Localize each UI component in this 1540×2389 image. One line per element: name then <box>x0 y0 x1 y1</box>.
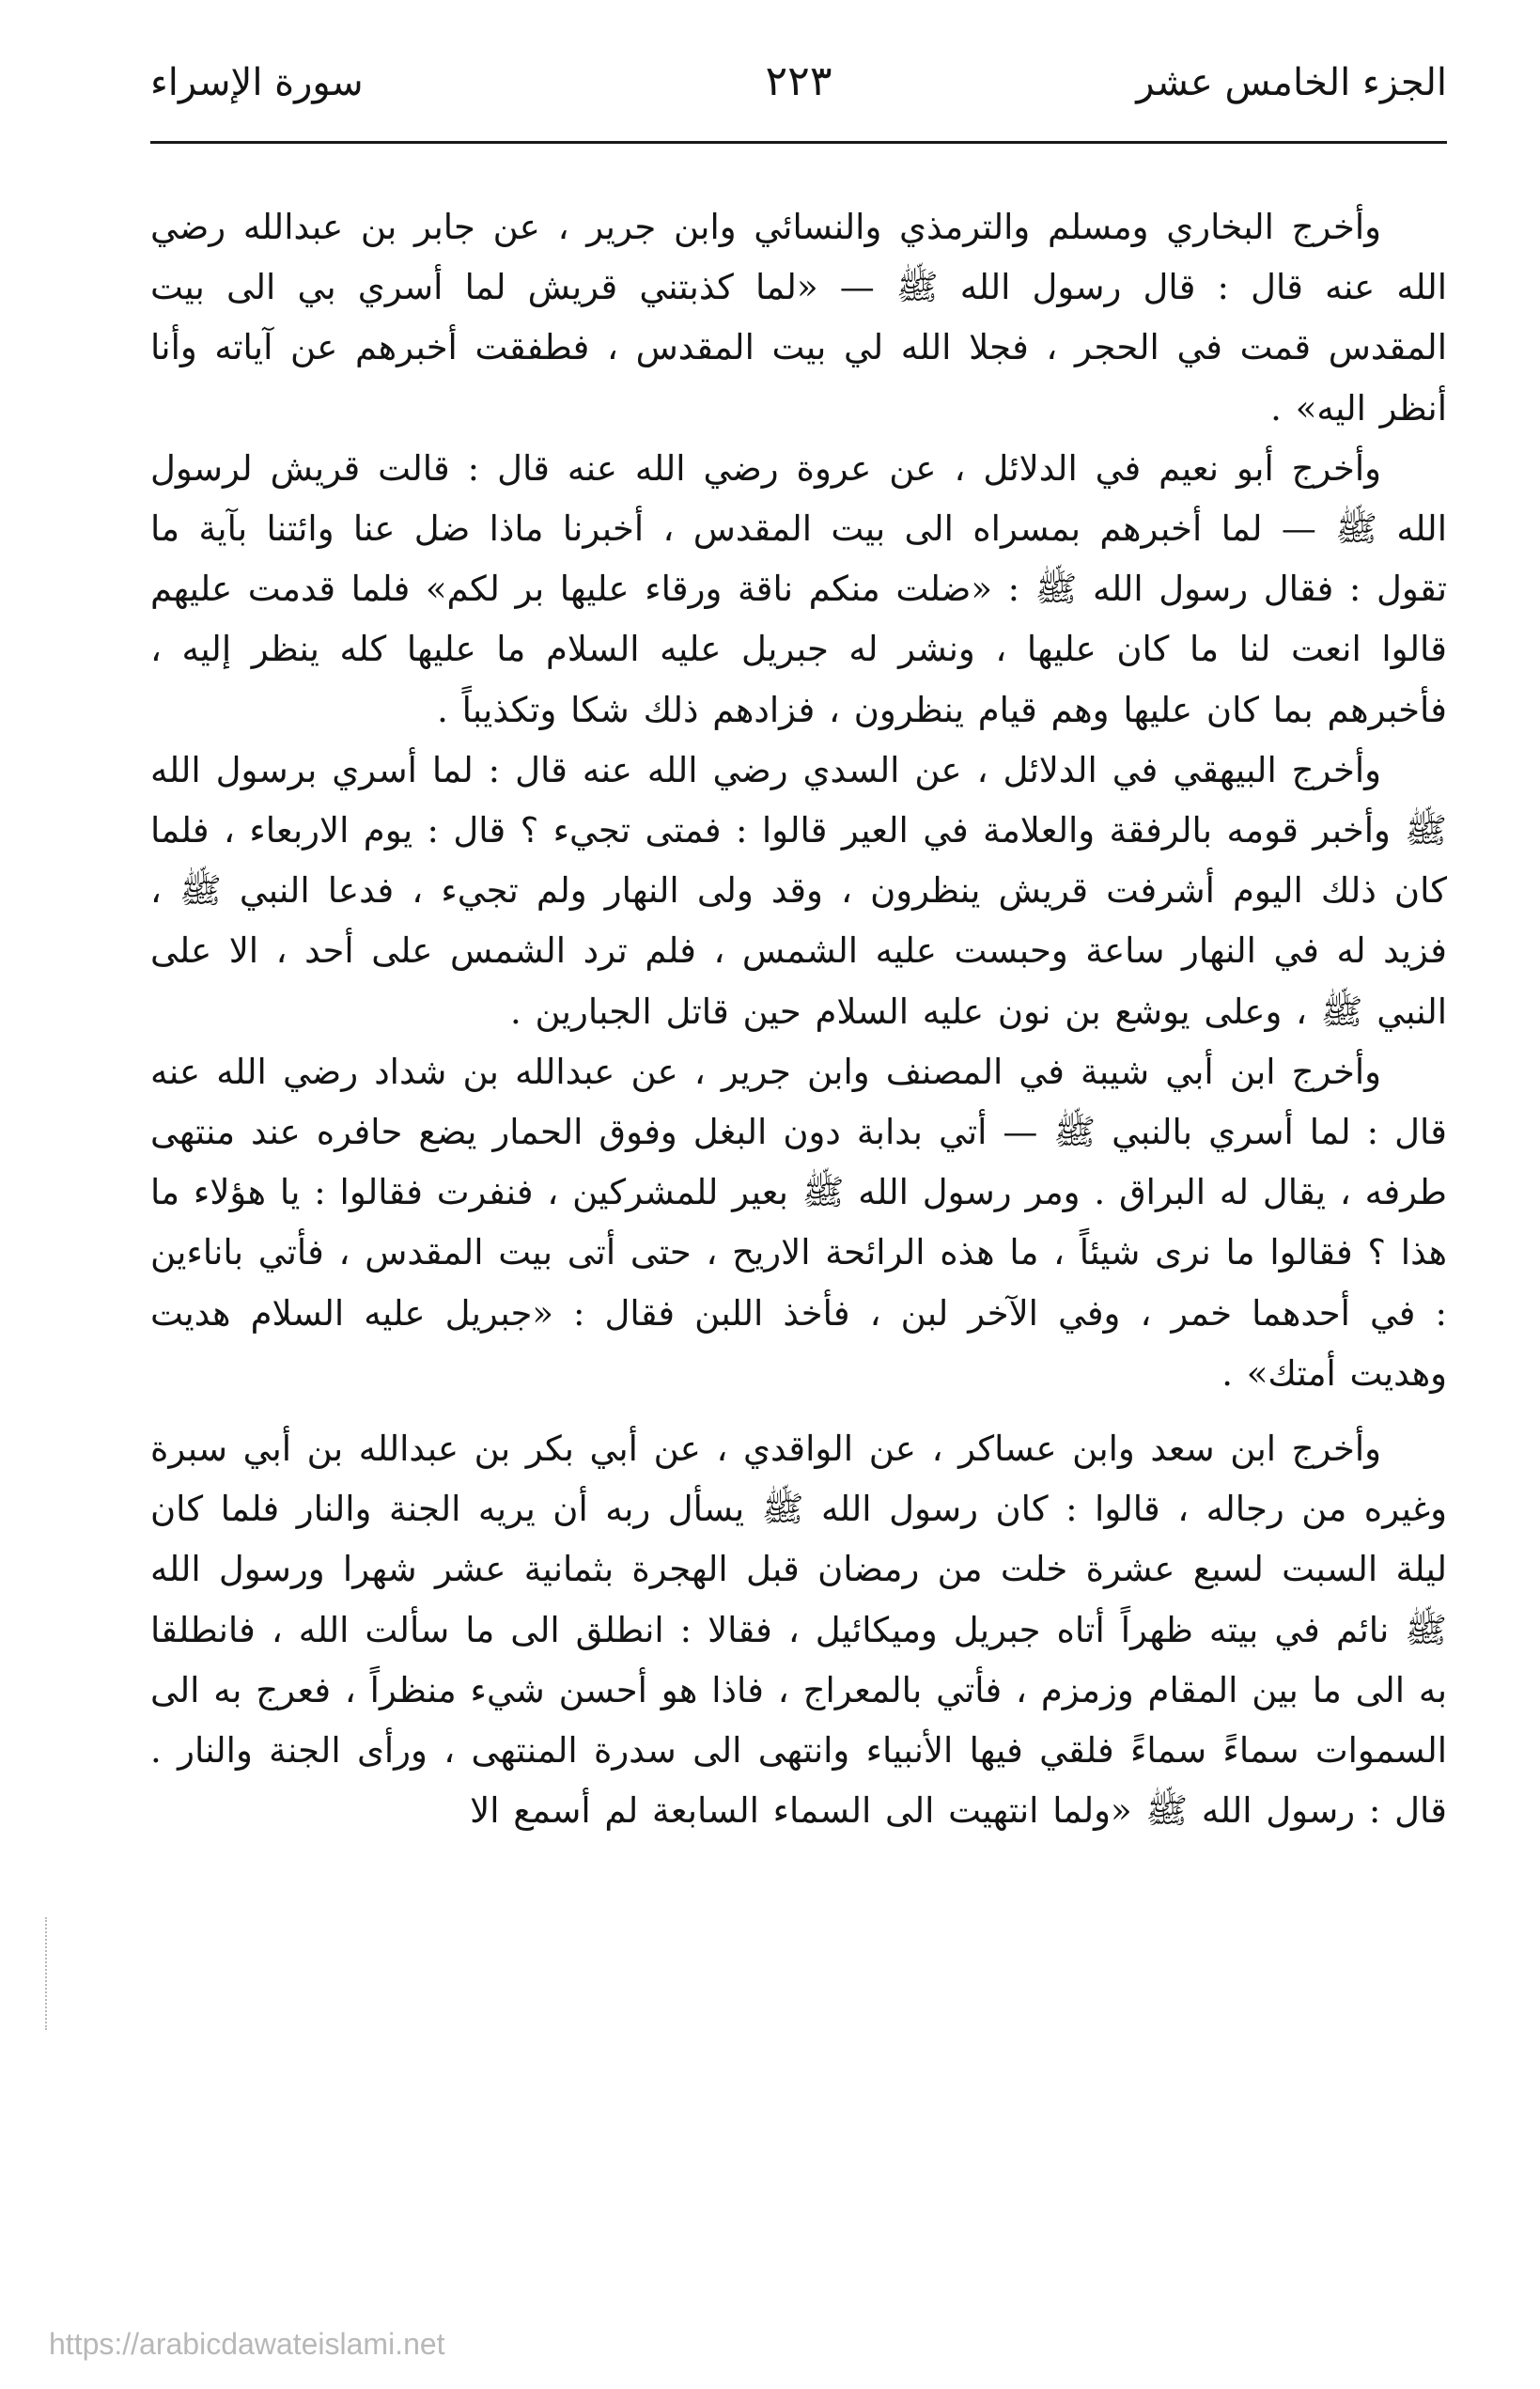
header-divider <box>150 141 1447 144</box>
watermark-url: https://arabicdawateislami.net <box>49 2327 445 2361</box>
part-title: الجزء الخامس عشر <box>1136 61 1447 104</box>
paragraph: وأخرج ابن سعد وابن عساكر ، عن الواقدي ، عن أبي بكر بن عبدالله بن أبي سبرة وغيره من رجاله ، قالوا : كان رسول الله ﷺ يسأل ربه أن يريه الجنة والنار فلما كان ليلة السبت لسبع عشرة خلت من رمضان قبل الهجرة بثمانية عشر شهرا ورسول الله ﷺ نائم في بيته ظهراً أتاه جبريل وميكائيل ، فقالا : انطلق الى ما سألت الله ، فانطلقا به الى ما بين المقام وزمزم ، فأتي بالمعراج ، فاذا هو أحسن شيء منظراً ، فعرج به الى السموات سماءً سماءً فلقي فيها الأنبياء وانتهى الى سدرة المنتهى ، ورأى الجنة والنار . قال : رسول الله ﷺ «ولما انتهيت الى السماء السابعة لم أسمع الا <box>150 1429 1447 1832</box>
page-body <box>150 197 1447 1841</box>
page-header <box>150 52 1447 127</box>
paragraph: وأخرج أبو نعيم في الدلائل ، عن عروة رضي الله عنه قال : قالت قريش لرسول الله ﷺ — لما أخبرهم بمسراه الى بيت المقدس ، أخبرنا ماذا ضل عنا وائتنا بآية ما تقول : فقال رسول الله ﷺ : «ضلت منكم ناقة ورقاء عليها بر لكم» فلما قدمت عليهم قالوا انعت لنا ما كان عليها ، ونشر له جبريل عليه السلام ما عليها كله ينظر إليه ، فأخبرهم بما كان عليها وهم قيام ينظرون ، فزادهم ذلك شكا وتكذيباً . <box>150 447 1447 730</box>
paragraph: وأخرج البيهقي في الدلائل ، عن السدي رضي الله عنه قال : لما أسري برسول الله ﷺ وأخبر قومه بالرفقة والعلامة في العير قالوا : فمتى تجيء ؟ قال : يوم الاربعاء ، فلما كان ذلك اليوم أشرفت قريش ينظرون ، وقد ولى النهار ولم تجيء ، فدعا النبي ﷺ ، فزيد له في النهار ساعة وحبست عليه الشمس ، فلم ترد الشمس على أحد ، الا على النبي ﷺ ، وعلى يوشع بن نون عليه السلام حين قاتل الجبارين . <box>150 749 1447 1032</box>
scan-edge-mark <box>45 1917 64 2030</box>
paragraph: وأخرج ابن أبي شيبة في المصنف وابن جرير ، عن عبدالله بن شداد رضي الله عنه قال : لما أسري بالنبي ﷺ — أتي بدابة دون البغل وفوق الحمار يضع حافره عند منتهى طرفه ، يقال له البراق . ومر رسول الله ﷺ بعير للمشركين ، فنفرت فقالوا : يا هؤلاء ما هذا ؟ فقالوا ما نرى شيئاً ، ما هذه الرائحة الاريح ، حتى أتى بيت المقدس ، فأتي باناءين : في أحدهما خمر ، وفي الآخر لبن ، فأخذ اللبن فقال : «جبريل عليه السلام هديت وهديت أمتك» . <box>150 1051 1447 1394</box>
page-number: ٢٢٣ <box>765 57 832 105</box>
paragraph: وأخرج البخاري ومسلم والترمذي والنسائي وابن جرير ، عن جابر بن عبدالله رضي الله عنه قال : قال رسول الله ﷺ — «لما كذبتني قريش لما أسري بي الى بيت المقدس قمت في الحجر ، فجلا الله لي بيت المقدس ، فطفقت أخبرهم عن آياته وأنا أنظر اليه» . <box>150 207 1447 429</box>
surah-title: سورة الإسراء <box>150 61 364 104</box>
